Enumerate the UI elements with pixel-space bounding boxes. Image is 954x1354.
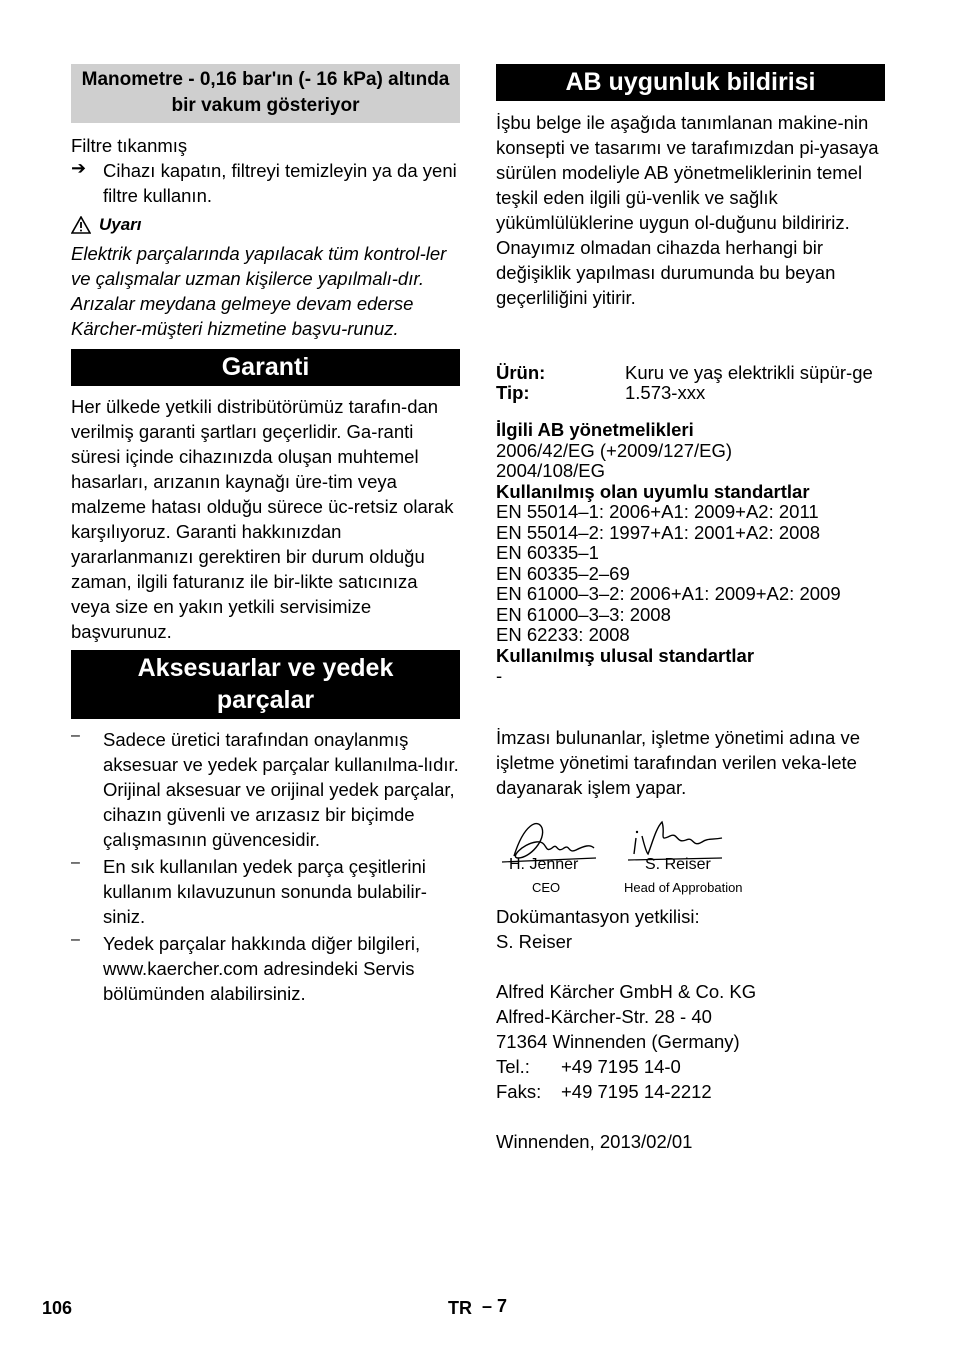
doc-name: S. Reiser xyxy=(496,930,573,952)
cause-text: Filtre tıkanmış xyxy=(71,135,188,156)
national-value: - xyxy=(496,665,503,686)
tel-row xyxy=(496,1054,885,1079)
warranty-text: Her ülkede yetkili distribütörümüz tarafın-dan verilmiş garanti şartları geçerlidir. Ga-ranti süresi içinde cihazınızda oluşan muhtemel hasarları, arızanın kaynağı üre-tim veya malzeme hatası olduğu sürece üc-retsiz olarak karşılıyoruz. Garanti hakkınızdan yararlanmanızı gerektiren bir durum olduğu zaman, ilgili faturanız ile bir-likte satıcınıza veya size en yakın yetkili servisimize başvurunuz. xyxy=(71,396,454,642)
signatures xyxy=(496,822,885,902)
standard-item: EN 62233: 2008 xyxy=(496,624,630,645)
tel-value: +49 7195 14-0 xyxy=(561,1055,681,1077)
warning-triangle-icon xyxy=(71,216,91,234)
fax-row xyxy=(496,1079,885,1104)
declaration-heading: AB uygunluk bildirisi xyxy=(496,64,885,101)
product-info xyxy=(496,360,885,405)
signers-text: İmzası bulunanlar, işletme yönetimi adına ve işletme yönetimi tarafından verilen veka-lete dayanarak işlem yapar. xyxy=(496,726,861,798)
right-column xyxy=(496,64,885,1154)
warning-label: Uyarı xyxy=(99,214,142,234)
signer1-name: H. Jenner xyxy=(509,855,579,873)
warning-text: Elektrik parçalarında yapılacak tüm kontrol-ler ve çalışmalar uzman kişilerce yapılmalı-dır. Arızalar meydana gelmeye devam ederse Kärcher-müşteri hizmetine başvu-runuz. xyxy=(71,243,447,339)
product-value: Kuru ve yaş elektrikli süpür-ge xyxy=(625,362,873,383)
page-number: 106 xyxy=(42,1298,73,1318)
language-code: TR xyxy=(448,1298,472,1318)
company-city: 71364 Winnenden (Germany) xyxy=(496,1030,740,1052)
list-item xyxy=(71,727,460,852)
product-label: Ürün: xyxy=(496,362,546,383)
list-item-text: En sık kullanılan yedek parça çeşitlerini kullanım kılavuzunun sonunda bulabilir-siniz. xyxy=(103,856,427,927)
signer2-name: S. Reiser xyxy=(645,855,711,873)
standard-item: EN 60335–1 xyxy=(496,542,599,563)
fax-label: Faks: xyxy=(496,1080,542,1102)
accessories-heading xyxy=(71,650,460,719)
standards-block xyxy=(496,420,885,687)
standard-item: EN 60335–2–69 xyxy=(496,562,630,584)
dash-bullet: – xyxy=(71,854,80,871)
standard-item: EN 61000–3–3: 2008 xyxy=(496,603,671,625)
list-item xyxy=(71,854,460,929)
action-item xyxy=(71,158,460,208)
place-date: Winnenden, 2013/02/01 xyxy=(496,1130,693,1152)
national-heading: Kullanılmış ulusal standartlar xyxy=(496,644,755,666)
sub-page-number: – 7 xyxy=(482,1296,508,1316)
action-text: Cihazı kapatın, filtreyi temizleyin ya da yeni filtre kullanın. xyxy=(103,160,457,206)
left-column xyxy=(71,64,460,1006)
standards-heading: Kullanılmış olan uyumlu standartlar xyxy=(496,480,810,502)
list-item xyxy=(71,931,460,1006)
arrow-right-icon: ➔ xyxy=(71,158,87,178)
manometer-heading: Manometre - 0,16 bar'ın (- 16 kPa) altında bir vakum gösteriyor xyxy=(71,64,460,123)
accessories-list xyxy=(71,727,460,1006)
fax-value: +49 7195 14-2212 xyxy=(561,1080,712,1102)
signer1-role: CEO xyxy=(532,879,561,895)
company-street: Alfred-Kärcher-Str. 28 - 40 xyxy=(496,1005,712,1027)
company-name: Alfred Kärcher GmbH & Co. KG xyxy=(496,980,757,1002)
warning-label-row xyxy=(71,212,460,237)
accessories-heading-line2: parçalar xyxy=(216,686,315,714)
type-label: Tip: xyxy=(496,382,530,403)
standard-item: EN 55014–1: 2006+A1: 2009+A2: 2011 xyxy=(496,501,819,522)
directives-heading: İlgili AB yönetmelikleri xyxy=(496,419,694,440)
dash-bullet: – xyxy=(71,931,80,948)
signer2-role: Head of Approbation xyxy=(624,879,743,895)
standard-item: EN 61000–3–2: 2006+A1: 2009+A2: 2009 xyxy=(496,583,841,604)
directive-item: 2004/108/EG xyxy=(496,460,606,481)
accessories-heading-line1: Aksesuarlar ve yedek xyxy=(137,654,394,682)
type-row xyxy=(496,380,885,405)
dash-bullet: – xyxy=(71,727,80,744)
list-item-text: Yedek parçalar hakkında diğer bilgileri, www.kaercher.com adresindeki Servis bölümünden alabilirsiniz. xyxy=(103,933,421,1004)
doc-label: Dokümantasyon yetkilisi: xyxy=(496,905,700,927)
declaration-intro: İşbu belge ile aşağıda tanımlanan makine-nin konsepti ve tasarımı ve tarafımızdan pi-yasaya sürülen modeliyle AB yönetmeliklerinin temel teşkil eden ilgili gü-venlik ve sağlık yükümlülüklerine uygun ol-duğunu bildiririz. Onayımız olmadan cihazda herhangi bir değişiklik yapılması durumunda bu beyan geçerliliğini yitirir. xyxy=(496,112,879,308)
tel-label: Tel.: xyxy=(496,1055,530,1077)
standard-item: EN 55014–2: 1997+A1: 2001+A2: 2008 xyxy=(496,521,821,543)
warranty-heading: Garanti xyxy=(71,349,460,386)
list-item-text: Sadece üretici tarafından onaylanmış aksesuar ve yedek parçalar kullanılma-lıdır. Orijinal aksesuar ve orijinal yedek parçalar, cihazın güvenli ve arızasız bir biçimde çalışmasının güvencesidir. xyxy=(103,729,459,850)
type-value: 1.573-xxx xyxy=(625,382,706,403)
directive-item: 2006/42/EG (+2009/127/EG) xyxy=(496,439,733,461)
